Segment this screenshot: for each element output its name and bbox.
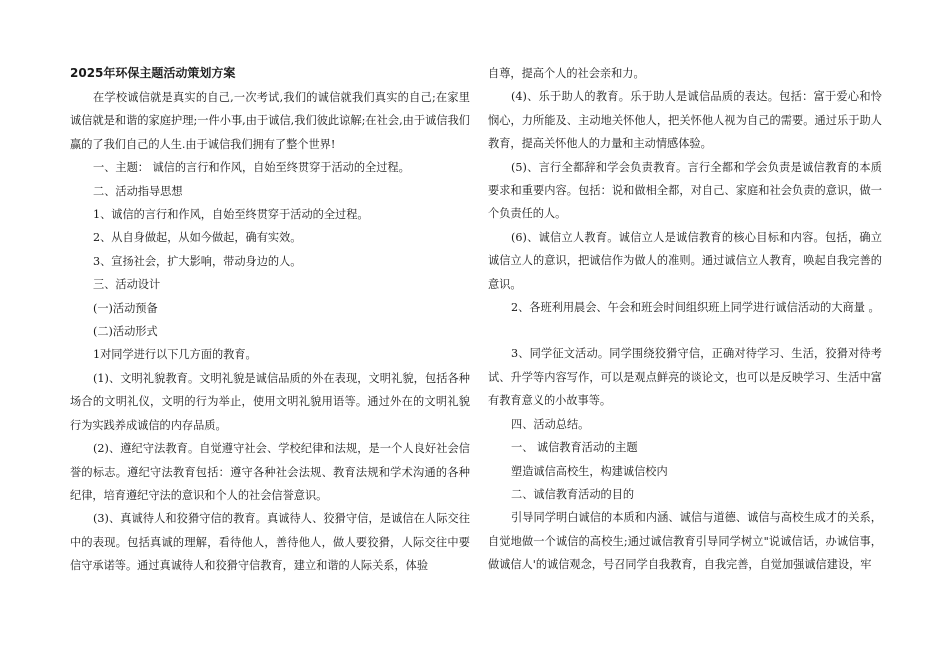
paragraph: 二、活动指导思想 bbox=[93, 184, 183, 198]
paragraph: 一、主题： 诚信的言行和作风，自始至终贯穿于活动的全过程。 bbox=[93, 161, 410, 175]
paragraph: 2、从自身做起，从如今做起，确有实效。 bbox=[93, 231, 302, 245]
paragraph: 3、同学征文活动。同学围绕狡猾守信，正确对待学习、生活，狡猾对待考试、升学等内容写作，可以是观点鲜亮的谈论文，也可以是反映学习、生活中富有教育意义的小故事等。 bbox=[488, 347, 882, 408]
blank-line bbox=[488, 319, 882, 342]
paragraph: (5)、言行全都辞和学会负责教育。言行全都和学会负责是诚信教育的本质要求和重要内容。包括：说和做相全都，对自己、家庭和社会负责的意识，做一个负责任的人。 bbox=[488, 160, 882, 221]
paragraph: 塑造诚信高校生，构建诚信校内 bbox=[511, 464, 668, 478]
paragraph: (1)、文明礼貌教育。文明礼貌是诚信品质的外在表现，文明礼貌，包括各种场合的文明礼仪，文明的行为举止，使用文明礼貌用语等。通过外在的文明礼貌行为实践养成诚信的内存品质。 bbox=[70, 371, 470, 432]
paragraph: 三、活动设计 bbox=[93, 278, 161, 292]
paragraph: (4)、乐于助人的教育。乐于助人是诚信品质的表达。包括：富于爱心和怜悯心，力所能及、主动地关怀他人，把关怀他人视为自己的需要。通过乐于助人教育，提高关怀他人的力量和主动情感体验。 bbox=[488, 90, 882, 151]
document-title: 2025年环保主题活动策划方案 bbox=[70, 66, 236, 80]
paragraph: 引导同学明白诚信的本质和内涵、诚信与道德、诚信与高校生成才的关系，自觉地做一个诚信的高校生;通过诚信教育引导同学树立"说诚信话，办诚信事，做诚信人'的诚信观念，号召同学自我教育，自我完善，自觉加强诚信建设，牢 bbox=[488, 511, 882, 572]
left-column bbox=[70, 62, 470, 578]
paragraph: 二、诚信教育活动的目的 bbox=[511, 487, 635, 501]
paragraph: 1、诚信的言行和作风，自始至终贯穿于活动的全过程。 bbox=[93, 208, 369, 222]
paragraph: (二)活动形式 bbox=[93, 325, 158, 339]
paragraph: 3、宣扬社会，扩大影响，带动身边的人。 bbox=[93, 254, 302, 268]
paragraph: 自尊，提高个人的社会亲和力。 bbox=[488, 67, 645, 80]
paragraph: 1对同学进行以下几方面的教育。 bbox=[93, 348, 257, 362]
paragraph: (6)、诚信立人教育。诚信立人是诚信教育的核心目标和内容。包括，确立诚信立人的意识，把诚信作为做人的准则。通过诚信立人教育，唤起自我完善的意识。 bbox=[488, 230, 882, 291]
paragraph: (2)、遵纪守法教育。自觉遵守社会、学校纪律和法规，是一个人良好社会信誉的标志。遵纪守法教育包括：遵守各种社会法规、教育法规和学术沟通的各种纪律，培育遵纪守法的意识和个人的社会信誉意识。 bbox=[70, 442, 470, 502]
paragraph: 一、 诚信教育活动的主题 bbox=[511, 441, 638, 455]
paragraph: 2、各班利用晨会、午会和班会时间组织班上同学进行诚信活动的大商量 。 bbox=[511, 301, 880, 315]
paragraph: (一)活动预备 bbox=[93, 301, 158, 315]
right-column bbox=[488, 62, 882, 577]
paragraph: 在学校诚信就是真实的自己,一次考试,我们的诚信就我们真实的自己;在家里诚信就是和谐的家庭护理;一件小事,由于诚信,我们彼此谅解;在社会,由于诚信我们赢的了我们自己的人生.由于诚信我们拥有了整个世界! bbox=[70, 91, 470, 151]
paragraph: (3)、真诚待人和狡猾守信的教育。真诚待人、狡猾守信，是诚信在人际交往中的表现。包括真诚的理解，看待他人，善待他人，做人要狡猾，人际交往中要信守承诺等。通过真诚待人和狡猾守信教育，建立和谐的人际关系，体验 bbox=[70, 512, 470, 573]
paragraph: 四、活动总结。 bbox=[511, 417, 590, 431]
